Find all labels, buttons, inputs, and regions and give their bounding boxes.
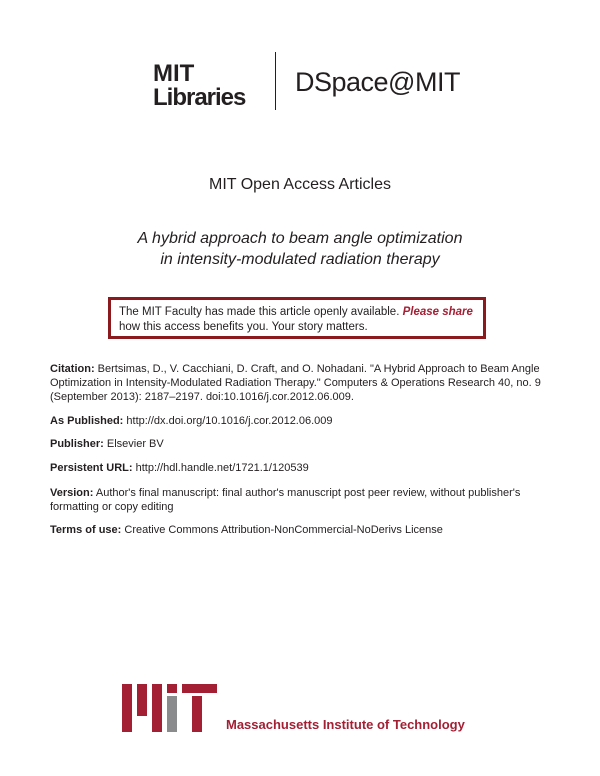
as-published-link[interactable]: http://dx.doi.org/10.1016/j.cor.2012.06.009: [126, 415, 333, 427]
please-share-link[interactable]: Please share: [402, 306, 473, 318]
article-title-line-2: in intensity-modulated radiation therapy: [160, 251, 440, 268]
collection-title: MIT Open Access Articles: [209, 176, 391, 193]
persistent-url-link[interactable]: http://hdl.handle.net/1721.1/120539: [135, 462, 309, 474]
citation-field: [50, 362, 560, 404]
logo-line-libraries: Libraries: [153, 84, 246, 111]
as-published-field: [50, 414, 560, 428]
share-text-after: how this access benefits you. Your story matters.: [119, 321, 368, 333]
publisher-value: Elsevier BV: [106, 438, 164, 450]
logo-divider: [275, 52, 276, 110]
version-label: Version:: [50, 487, 94, 499]
citation-value: Bertsimas, D., V. Cacchiani, D. Craft, and O. Nohadani. "A Hybrid Approach to Beam Angle Optimization in Intensity-Modulated Radiation Therapy." Computers & Operations Research 40, no. 9 (September 2013): 2187–2197. doi:10.1016/j.cor.2012.06.009.: [50, 363, 541, 403]
mit-footer: [122, 684, 482, 732]
logo-line-mit: MIT: [153, 60, 195, 87]
persistent-url-field: [50, 461, 560, 475]
version-field: [50, 486, 560, 514]
article-title-line-1: A hybrid approach to beam angle optimization: [137, 230, 463, 247]
publisher-field: [50, 437, 560, 451]
persistent-url-label: Persistent URL:: [50, 462, 133, 474]
share-notice-box: [108, 297, 486, 339]
citation-label: Citation:: [50, 363, 95, 375]
dspace-logo[interactable]: DSpace@MIT: [295, 67, 460, 97]
mit-logo-icon[interactable]: [122, 684, 217, 732]
share-text-before: The MIT Faculty has made this article openly available.: [119, 306, 403, 318]
header-logos: [0, 52, 600, 112]
version-value: Author's final manuscript: final author's manuscript post peer review, without publisher's formatting or copy editing: [50, 487, 521, 513]
terms-of-use-field: [50, 523, 560, 537]
terms-value: Creative Commons Attribution-NonCommercial-NoDerivs License: [124, 524, 443, 536]
institution-name: Massachusetts Institute of Technology: [226, 717, 465, 732]
terms-label: Terms of use:: [50, 524, 122, 536]
publisher-label: Publisher:: [50, 438, 104, 450]
as-published-label: As Published:: [50, 415, 124, 427]
mit-libraries-logo[interactable]: [153, 62, 245, 110]
article-title: [0, 228, 600, 270]
